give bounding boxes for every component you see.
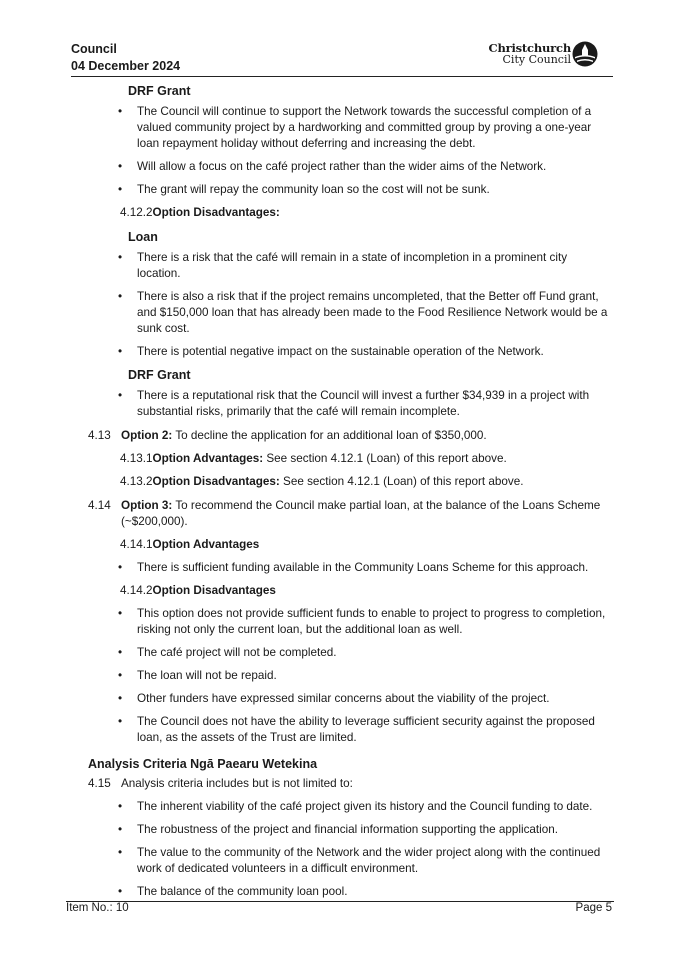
section-number: 4.14.1 xyxy=(120,538,153,551)
list-item: • There is also a risk that if the project remains uncompleted, that the Better off Fund grant, and $150,000 loan that has already been made to the Food Resilience Network would be a sunk cost. xyxy=(88,289,613,337)
paragraph-number: 4.15 xyxy=(88,777,111,790)
footer-rule xyxy=(66,901,614,902)
section-number: 4.13.2 xyxy=(120,475,153,488)
section-label: Option Disadvantages: xyxy=(152,206,280,219)
section-label: Option Advantages: xyxy=(152,452,264,465)
list-item: • The Council will continue to support the Network towards the successful completion of a valued community project by a hardworking and committed group by proving a one-year loan repayment holiday without deferring and increasing the debt. xyxy=(88,104,613,152)
paragraph-text: To decline the application for an additional loan of $350,000. xyxy=(172,429,487,442)
list-item: • The balance of the community loan pool. xyxy=(88,884,613,900)
header-date: 04 December 2024 xyxy=(71,59,181,73)
list-item: • The grant will repay the community loan so the cost will not be sunk. xyxy=(88,182,613,198)
list-item: • There is a reputational risk that the Council will invest a further $34,939 in a project with substantial risks, primarily that the café will remain incomplete. xyxy=(88,388,613,420)
logo-text-line2: City Council xyxy=(502,53,571,66)
council-logo xyxy=(488,41,605,69)
drf-grant-heading-2: DRF Grant xyxy=(128,368,191,382)
list-item: • There is a risk that the café will remain in a state of incompletion in a prominent city location. xyxy=(88,250,613,282)
option3-advantages-list xyxy=(88,560,613,576)
section-4-14-1 xyxy=(120,537,613,553)
item-number: Item No.: 10 xyxy=(66,902,129,914)
paragraph-4-14 xyxy=(88,498,613,530)
drf-grant-heading: DRF Grant xyxy=(128,84,191,98)
header-rule xyxy=(71,76,613,77)
analysis-criteria-list xyxy=(88,799,613,900)
header-meeting: Council xyxy=(71,42,117,56)
option-label: Option 3: xyxy=(121,499,173,512)
paragraph-text: Analysis criteria includes but is not limited to: xyxy=(121,777,353,790)
section-text: See section 4.12.1 (Loan) of this report above. xyxy=(279,475,524,488)
loan-heading: Loan xyxy=(128,230,158,244)
loan-disadvantages-list xyxy=(88,250,613,360)
section-label: Option Disadvantages xyxy=(152,584,276,597)
section-text: See section 4.12.1 (Loan) of this report above. xyxy=(263,452,507,465)
option3-disadvantages-list xyxy=(88,606,613,746)
list-item: • The café project will not be completed. xyxy=(88,645,613,661)
list-item: • There is sufficient funding available in the Community Loans Scheme for this approach. xyxy=(88,560,613,576)
section-4-13-2 xyxy=(120,474,613,490)
paragraph-number: 4.13 xyxy=(88,429,111,442)
list-item: • The Council does not have the ability to leverage sufficient security against the proposed loan, as the assets of the Trust are limited. xyxy=(88,714,613,746)
list-item: • The loan will not be repaid. xyxy=(88,668,613,684)
logo-text-line1: Christchurch xyxy=(488,41,571,55)
list-item: • Will allow a focus on the café project rather than the wider aims of the Network. xyxy=(88,159,613,175)
cathedral-logo-icon xyxy=(572,41,598,67)
list-item: • There is potential negative impact on the sustainable operation of the Network. xyxy=(88,344,613,360)
analysis-criteria-heading: Analysis Criteria Ngā Paearu Wetekina xyxy=(88,757,318,771)
section-4-13-1 xyxy=(120,451,613,467)
list-item: • The robustness of the project and financial information supporting the application. xyxy=(88,822,613,838)
drf-grant-disadvantages-list xyxy=(88,388,613,420)
list-item: • The value to the community of the Network and the wider project along with the continued work of dedicated volunteers in a difficult environment. xyxy=(88,845,613,877)
page-header xyxy=(71,41,605,77)
section-label: Option Disadvantages: xyxy=(152,475,280,488)
option-label: Option 2: xyxy=(121,429,173,442)
section-number: 4.12.2 xyxy=(120,206,153,219)
section-4-14-2 xyxy=(120,583,613,599)
document-body xyxy=(88,83,613,907)
drf-grant-advantages-list xyxy=(88,104,613,198)
paragraph-number: 4.14 xyxy=(88,499,111,512)
paragraph-4-13 xyxy=(88,428,613,444)
page-number: Page 5 xyxy=(575,902,612,914)
list-item: • This option does not provide sufficient funds to enable to project to progress to completion, risking not only the current loan, but the additional loan as well. xyxy=(88,606,613,638)
list-item: • Other funders have expressed similar concerns about the viability of the project. xyxy=(88,691,613,707)
section-label: Option Advantages xyxy=(152,538,260,551)
paragraph-text: To recommend the Council make partial loan, at the balance of the Loans Scheme (~$200,000). xyxy=(121,499,601,528)
section-number: 4.14.2 xyxy=(120,584,153,597)
section-4-12-2 xyxy=(120,205,613,221)
paragraph-4-15 xyxy=(88,776,613,792)
section-number: 4.13.1 xyxy=(120,452,153,465)
list-item: • The inherent viability of the café project given its history and the Council funding to date. xyxy=(88,799,613,815)
